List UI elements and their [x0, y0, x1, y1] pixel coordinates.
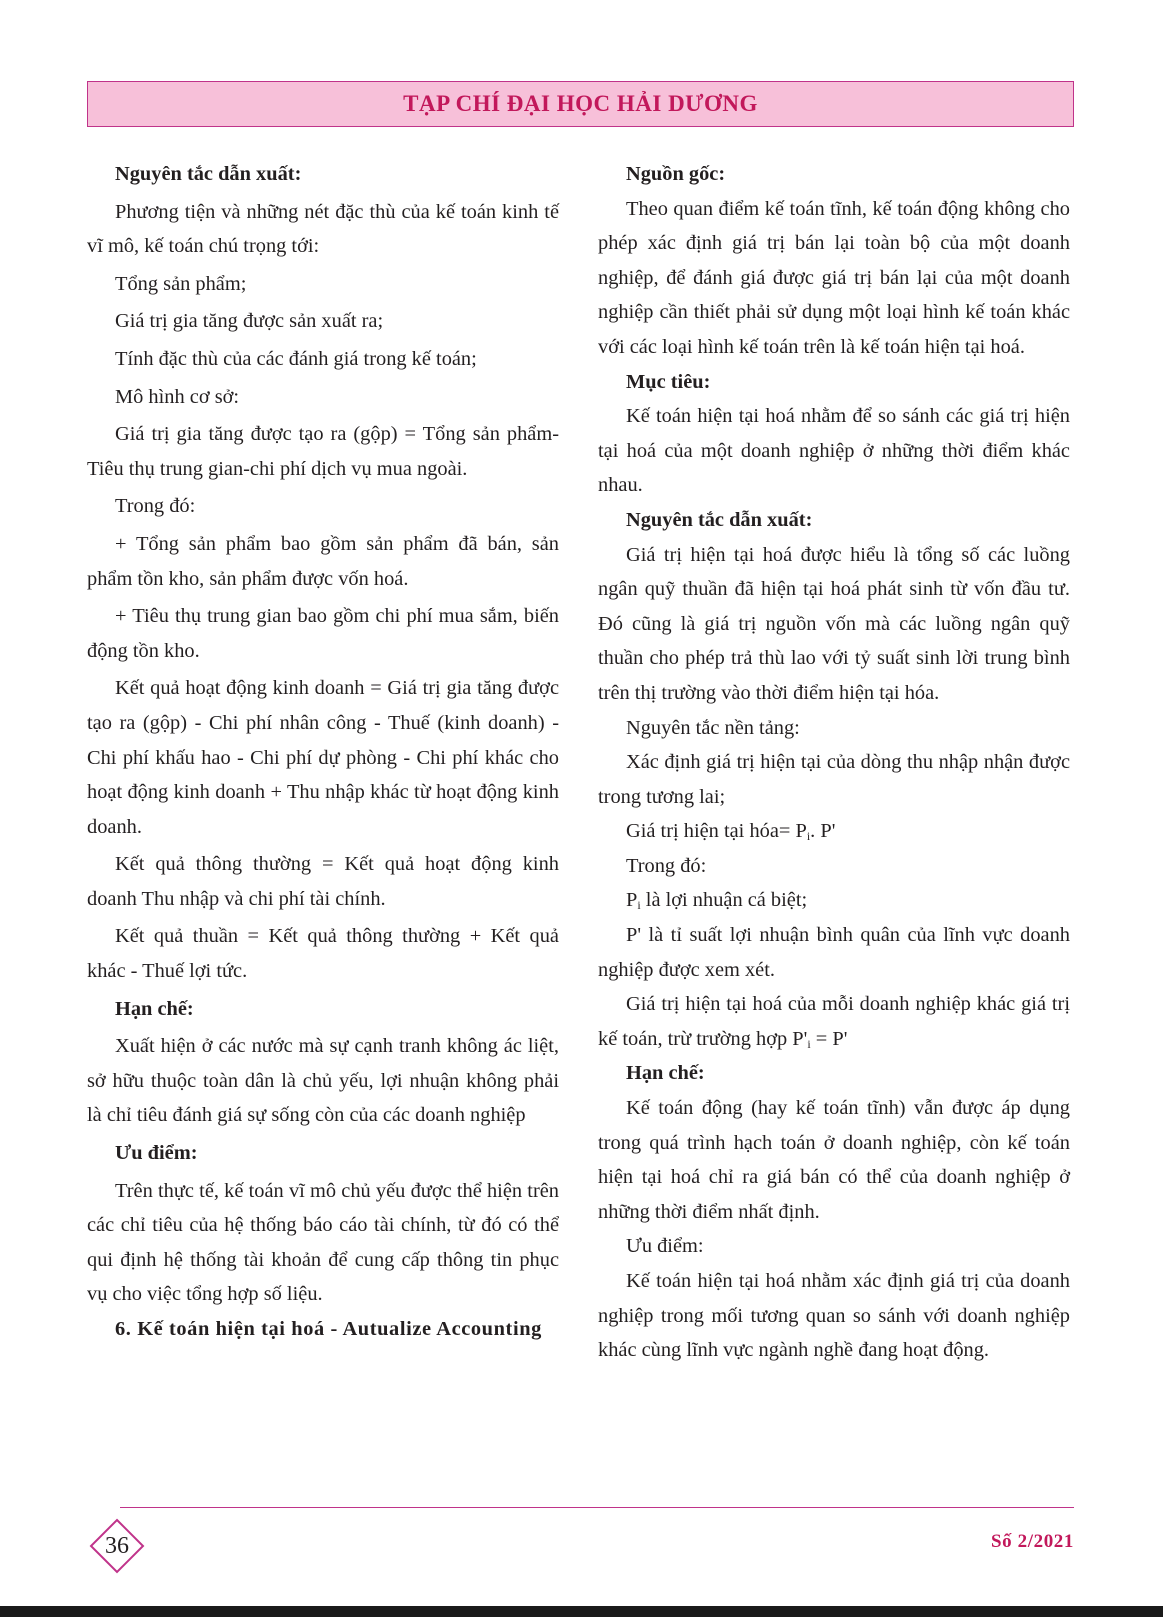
paragraph: Giá trị hiện tại hoá được hiểu là tổng số các luồng ngân quỹ thuần đã hiện tại hoá phát sinh từ vốn đầu tư. Đó cũng là giá trị nguồn vốn mà các luồng ngân quỹ thuần cho phép trả thù lao với tỷ suất sinh lời trung bình trên thị trường vào thời điểm hiện tại hóa.	[598, 543, 1070, 704]
issue-number: Số 2/2021	[991, 1531, 1074, 1552]
left-column	[87, 157, 559, 1347]
journal-title: TẠP CHÍ ĐẠI HỌC HẢI DƯƠNG	[403, 91, 758, 116]
formula-suffix: . P'	[810, 820, 836, 843]
definition-line	[598, 883, 1070, 918]
right-column	[598, 157, 1070, 1368]
formula-prefix: Giá trị hiện tại hóa= P	[626, 820, 807, 843]
paragraph: Trên thực tế, kế toán vĩ mô chủ yếu được thể hiện trên các chỉ tiêu của hệ thống báo cáo tài chính, từ đó có thể qui định hệ thống tài khoản để cung cấp thông tin phục vụ cho việc tổng hợp số liệu.	[87, 1179, 559, 1306]
paragraph: Ưu điểm:	[626, 1235, 704, 1258]
paragraph: Kế toán hiện tại hoá nhằm để so sánh các giá trị hiện tại hoá của một doanh nghiệp ở những thời điểm khác nhau.	[598, 405, 1070, 497]
journal-header-band	[87, 81, 1074, 127]
paragraph: Kế toán hiện tại hoá nhằm xác định giá trị của doanh nghiệp trong mối tương quan so sánh với doanh nghiệp khác cùng lĩnh vực ngành nghề đang hoạt động.	[598, 1270, 1070, 1362]
paragraph: Kết quả thông thường = Kết quả hoạt động kinh doanh Thu nhập và chi phí tài chính.	[87, 853, 559, 910]
paragraph: Kết quả hoạt động kinh doanh = Giá trị gia tăng được tạo ra (gộp) - Chi phí nhân công - Thuế (kinh doanh) - Chi phí khấu hao - Chi phí dự phòng - Chi phí khác cho hoạt động kinh doanh + Thu nhập khác từ hoạt động kinh doanh.	[87, 677, 559, 838]
paragraph: Xuất hiện ở các nước mà sự cạnh tranh không ác liệt, sở hữu thuộc toàn dân là chủ yếu, lợi nhuận không phải là chỉ tiêu đánh giá sự sống còn của các doanh nghiệp	[87, 1035, 559, 1127]
paragraph: Giá trị gia tăng được tạo ra (gộp) = Tổng sản phẩm-Tiêu thụ trung gian-chi phí dịch vụ mua ngoài.	[87, 423, 559, 480]
paragraph: Giá trị gia tăng được sản xuất ra;	[115, 310, 384, 333]
text: = P'	[810, 1027, 848, 1050]
heading-limitations: Hạn chế:	[626, 1062, 705, 1085]
paragraph: Tổng sản phẩm;	[115, 272, 247, 295]
formula-line	[598, 814, 1070, 849]
symbol: P	[626, 889, 638, 912]
paragraph: + Tổng sản phẩm bao gồm sản phẩm đã bán, sản phẩm tồn kho, sản phẩm được vốn hoá.	[87, 532, 559, 590]
heading-advantages: Ưu điểm:	[115, 1142, 198, 1165]
paragraph: Trong đó:	[115, 495, 196, 518]
page-number: 36	[105, 1532, 129, 1559]
heading-origin: Nguồn gốc:	[626, 163, 726, 185]
paragraph: + Tiêu thụ trung gian bao gồm chi phí mua sắm, biến động tồn kho.	[87, 605, 559, 662]
subscript: i	[806, 829, 811, 844]
definition-text: là lợi nhuận cá biệt;	[640, 889, 808, 912]
section-heading: 6. Kế toán hiện tại hoá - Autualize Accounting	[115, 1318, 542, 1340]
scan-edge	[0, 1606, 1163, 1617]
heading-derivation-principle: Nguyên tắc dẫn xuất:	[626, 508, 813, 531]
heading-goal: Mục tiêu:	[626, 370, 711, 393]
text: Giá trị hiện tại hoá của mỗi doanh nghiệp khác giá trị kế toán, trừ trường hợp P'	[598, 993, 1070, 1050]
paragraph: Mô hình cơ sở:	[115, 385, 240, 408]
heading-limitations: Hạn chế:	[115, 997, 194, 1020]
subscript: i	[807, 1036, 811, 1051]
paragraph: Xác định giá trị hiện tại của dòng thu nhập nhận được trong tương lai;	[598, 751, 1070, 808]
paragraph: Tính đặc thù của các đánh giá trong kế toán;	[115, 347, 477, 370]
paragraph: Trong đó:	[626, 854, 707, 877]
paragraph: P' là tỉ suất lợi nhuận bình quân của lĩnh vực doanh nghiệp được xem xét.	[598, 924, 1070, 981]
paragraph: Kế toán động (hay kế toán tĩnh) vẫn được áp dụng trong quá trình hạch toán ở doanh nghiệp, còn kế toán hiện tại hoá chỉ ra giá bán có thể của doanh nghiệp ở những thời điểm nhất định.	[598, 1097, 1070, 1223]
paragraph: Kết quả thuần = Kết quả thông thường + Kết quả khác - Thuế lợi tức.	[87, 925, 559, 983]
footer-rule	[120, 1507, 1074, 1508]
subscript: i	[637, 898, 641, 913]
heading-derivation-principle: Nguyên tắc dẫn xuất:	[115, 163, 302, 185]
paragraph: Phương tiện và những nét đặc thù của kế toán kinh tế vĩ mô, kế toán chú trọng tới:	[87, 200, 559, 258]
paragraph: Theo quan điểm kế toán tĩnh, kế toán động không cho phép xác định giá trị bán lại toàn bộ của một doanh nghiệp, để đánh giá được giá trị bán lại của một doanh nghiệp cần thiết phải sử dụng một loại hình kế toán khác với các loại hình kế toán trên là kế toán hiện tại hoá.	[598, 197, 1070, 358]
paragraph: Nguyên tắc nền tảng:	[626, 716, 800, 739]
paragraph	[598, 987, 1070, 1056]
